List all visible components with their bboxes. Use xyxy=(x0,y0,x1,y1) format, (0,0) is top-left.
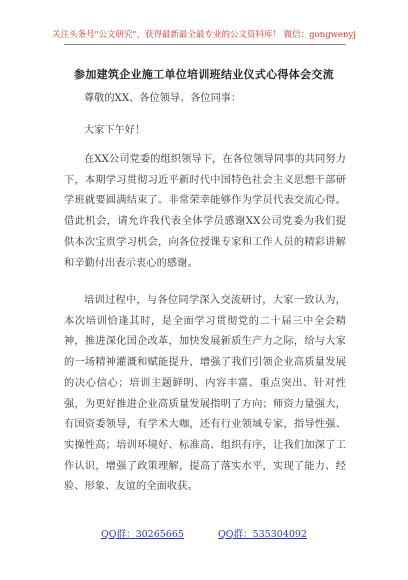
body-paragraph-2: 培训过程中，与各位同学深入交流研讨，大家一致认为，本次培训恰逢其时，是全面学习贯彻党的二十届三中全会精神，推进深化国企改革，加快发展新质生产力之际，给与大家的一场精神灌溉和赋能提升，增强了我们引领企业高质量发展的决心信心；培训主题鲜明、内容丰富、重点突出、针对性强，为更好推进企业高质量发展指明了方向；师资力量强大，有国资委领导，有学术大咖，还有行业领域专家，指导性强、实操性高；培训环境好、标准高、组织有序，让我们加深了工作认识，增强了政策理解，提高了落实水平，实现了能力、经验、形象、友谊的全面收获。 xyxy=(64,295,346,493)
qq-group-link-2[interactable]: QQ群：535304092 xyxy=(218,529,307,540)
document-title: 参加建筑企业施工单位培训班结业仪式心得体会交流 xyxy=(74,68,334,81)
footer-contact xyxy=(0,526,408,540)
qq-group-link-1[interactable]: QQ群：30265665 xyxy=(101,529,184,540)
greeting-line: 尊敬的XX、各位领导、各位同事： xyxy=(84,93,242,104)
header-divider xyxy=(64,44,346,45)
body-paragraph-1: 在XX公司党委的组织领导下，在各位领导同事的共同努力下，本期学习贯彻习近平新时代中国特色社会主义思想干部研学班就要圆满结束了。非常荣幸能够作为学员代表交流心得。借此机会，请允许我代表全体学员感谢XX公司党委为我们提供本次宝贵学习机会，向各位授课专家和工作人员的精彩讲解和辛勤付出表示衷心的感谢。 xyxy=(64,154,346,269)
header-promo-note: 关注头条号"公文研究"，获得最新最全最专业的公文资料库！ 微信：gongwenyj xyxy=(52,30,356,40)
salutation-line: 大家下午好！ xyxy=(84,125,146,136)
